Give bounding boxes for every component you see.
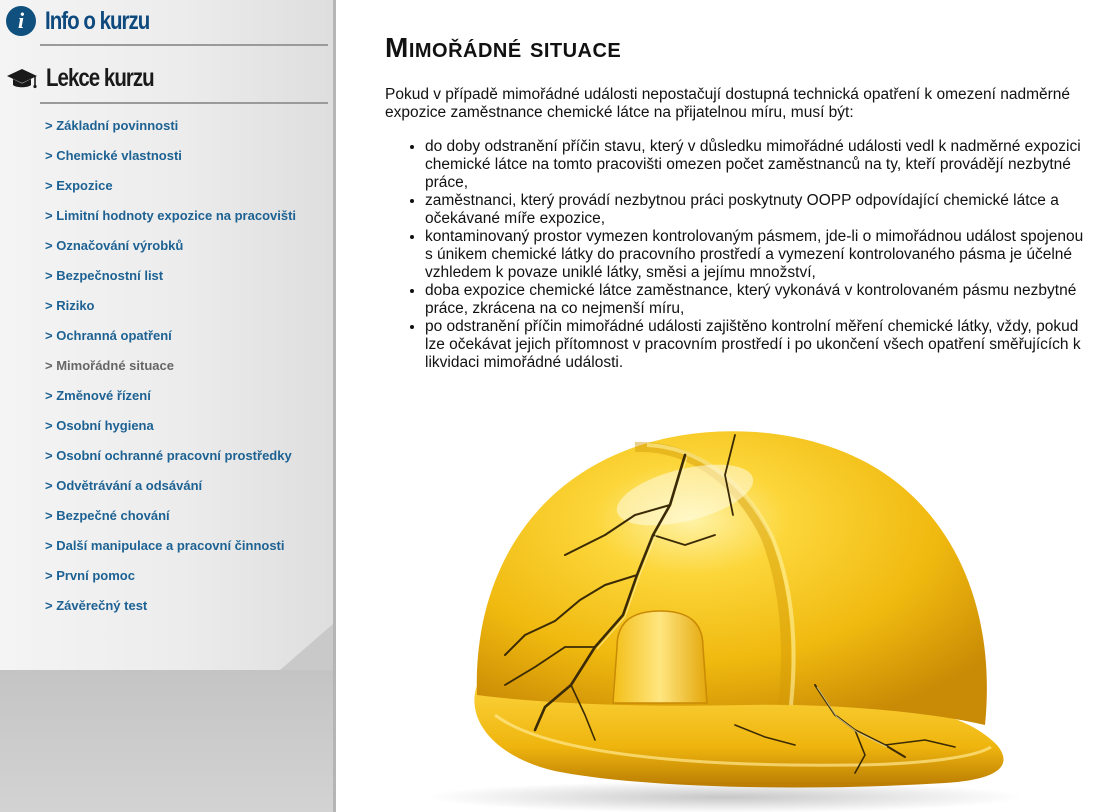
nav-item-oopp[interactable]: > Osobní ochranné pracovní prostředky: [45, 448, 292, 463]
nav-item-osobni-hygiena[interactable]: > Osobní hygiena: [45, 418, 154, 433]
nav-item-odvetravani[interactable]: > Odvětrávání a odsávání: [45, 478, 203, 493]
lessons-section-header[interactable]: [6, 64, 177, 93]
main-content: [385, 0, 1091, 812]
list-item: • do doby odstranění příčin stavu, který v důsledku mimořádné události vedl k nadměrné expozici chemické látce na tomto pracovišti omezen počet zaměstnanců na ty, kteří provádějí nezbytné práce,: [425, 138, 1087, 192]
list-item: • po odstranění příčin mimořádné události zajištěno kontrolní měření chemické látky, vždy, pokud lze očekávat jejich přítomnost v pracovním prostředí i po ukončení všech opatření směřujících k likvidaci mimořádné události.: [425, 318, 1087, 372]
info-section-title[interactable]: Info o kurzu: [45, 6, 150, 35]
list-item: • kontaminovaný prostor vymezen kontrolovaným pásmem, jde-li o mimořádnou událost spojenou s únikem chemické látky do pracovního prostředí a vymezení kontrolovaného pásma je účelné vzhledem k povaze uniklé látky, směsi a jejímu množství,: [425, 228, 1087, 282]
sidebar: [0, 0, 336, 812]
divider: [40, 102, 328, 104]
divider: [40, 44, 328, 46]
nav-item-oznacovani-vyrobku[interactable]: > Označování výrobků: [45, 238, 184, 253]
nav-item-ochranna-opatreni[interactable]: > Ochranná opatření: [45, 328, 172, 343]
info-section-header[interactable]: [6, 6, 172, 36]
intro-paragraph: Pokud v případě mimořádné události nepostačují dostupná technická opatření k omezení nadměrné expozice zaměstnance chemické látce na přijatelnou míru, musí být:: [385, 86, 1071, 121]
nav-item-bezpecne-chovani[interactable]: > Bezpečné chování: [45, 508, 170, 523]
nav-item-expozice[interactable]: > Expozice: [45, 178, 113, 193]
graduation-cap-icon: [6, 67, 38, 91]
page-title: Mimořádné situace: [385, 32, 622, 63]
sidebar-divider: [333, 0, 336, 812]
list-item: • doba expozice chemické látce zaměstnance, který vykonává v kontrolovaném pásmu nezbytné práce, zkrácena na co nejmenší míru,: [425, 282, 1087, 318]
cracked-helmet-image: [385, 385, 1045, 812]
nav-item-zaverecny-test[interactable]: > Závěrečný test: [45, 598, 148, 613]
nav-item-riziko[interactable]: > Riziko: [45, 298, 95, 313]
nav-item-zmenove-rizeni[interactable]: > Změnové řízení: [45, 388, 151, 403]
list-item: • zaměstnanci, který provádí nezbytnou práci poskytnuty OOPP odpovídající chemické látce a očekávané míře expozice,: [425, 192, 1087, 228]
nav-item-limitni-hodnoty[interactable]: > Limitní hodnoty expozice na pracovišti: [45, 208, 297, 223]
lesson-nav: [45, 116, 296, 626]
nav-item-zakladni-povinnosti[interactable]: > Základní povinnosti: [45, 118, 179, 133]
nav-item-dalsi-manipulace[interactable]: > Další manipulace a pracovní činnosti: [45, 538, 285, 553]
lessons-section-title[interactable]: Lekce kurzu: [46, 64, 154, 92]
nav-item-prvni-pomoc[interactable]: > První pomoc: [45, 568, 135, 583]
requirements-list: [385, 138, 1087, 372]
sidebar-footer: [0, 670, 333, 812]
info-icon: i: [6, 6, 36, 36]
nav-item-chemicke-vlastnosti[interactable]: > Chemické vlastnosti: [45, 148, 182, 163]
nav-item-mimoradne-situace[interactable]: > Mimořádné situace: [45, 358, 174, 373]
nav-item-bezpecnostni-list[interactable]: > Bezpečnostní list: [45, 268, 164, 283]
